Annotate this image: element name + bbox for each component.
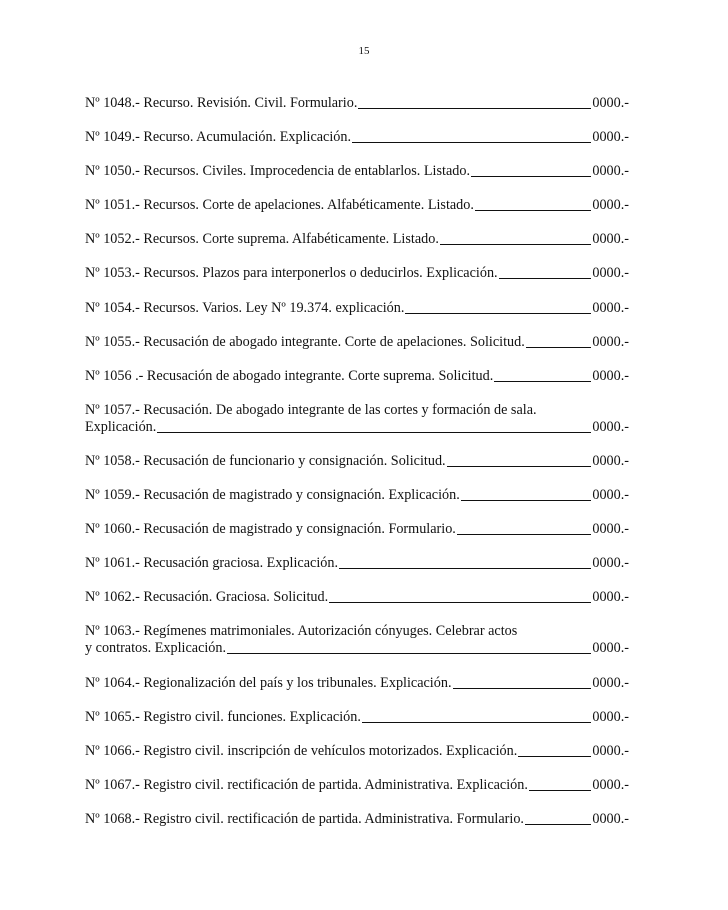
leader-line — [475, 197, 591, 211]
index-entry — [85, 777, 629, 794]
index-entry — [85, 709, 629, 726]
leader-line — [525, 811, 591, 825]
entry-text: Nº 1048.- Recurso. Revisión. Civil. Formulario. — [85, 95, 358, 111]
entry-page: 0000.- — [592, 521, 629, 538]
entry-text: Nº 1067.- Registro civil. rectificación de partida. Administrativa. Explicación. — [85, 776, 528, 793]
entry-text: Nº 1061.- Recusación graciosa. Explicación. — [85, 555, 338, 572]
leader-line — [447, 453, 592, 467]
entry-text: Nº 1064.- Regionalización del país y los tribunales. Explicación. — [85, 674, 452, 691]
index-entry — [85, 95, 629, 112]
entry-page: 0000.- — [592, 418, 629, 435]
entry-page: 0000.- — [592, 129, 629, 146]
leader-line — [518, 743, 591, 757]
leader-line — [339, 555, 591, 569]
entry-first-line: Nº 1057.- Recusación. De abogado integrante de las cortes y formación de sala. — [85, 401, 537, 418]
entry-page: 0000.- — [592, 589, 629, 606]
index-entry — [85, 555, 629, 572]
entry-text: Nº 1060.- Recusación de magistrado y consignación. Formulario. — [85, 521, 456, 538]
entry-text: Nº 1052.- Recursos. Corte suprema. Alfabéticamente. Listado. — [85, 231, 439, 248]
index-entry — [85, 231, 629, 248]
entry-text: Nº 1055.- Recusación de abogado integrante. Corte de apelaciones. Solicitud. — [85, 333, 525, 350]
page-number: 15 — [358, 45, 370, 57]
entry-text: Nº 1051.- Recursos. Corte de apelaciones. Alfabéticamente. Listado. — [85, 197, 474, 214]
entry-text: Nº 1049.- Recurso. Acumulación. Explicación. — [85, 129, 352, 146]
entry-page: 0000.- — [592, 299, 629, 316]
leader-line — [457, 521, 592, 535]
entry-text: Nº 1066.- Registro civil. inscripción de vehículos motorizados. Explicación. — [85, 742, 518, 759]
entry-page: 0000.- — [592, 265, 629, 282]
entry-text: Nº 1068.- Registro civil. rectificación de partida. Administrativa. Formulario. — [85, 810, 524, 827]
leader-line — [362, 709, 591, 723]
entry-first-line: Nº 1063.- Regímenes matrimoniales. Autorización cónyuges. Celebrar actos — [85, 623, 518, 640]
entry-page: 0000.- — [592, 452, 629, 469]
index-entry — [85, 675, 629, 692]
leader-line — [526, 334, 592, 348]
leader-line — [453, 675, 592, 689]
entry-page: 0000.- — [592, 163, 629, 180]
index-entry — [85, 453, 629, 470]
entry-text: Nº 1065.- Registro civil. funciones. Explicación. — [85, 708, 361, 725]
entry-page: 0000.- — [592, 810, 629, 827]
index-entry — [85, 197, 629, 214]
index-entry — [85, 300, 629, 317]
leader-line — [494, 368, 591, 382]
leader-line — [471, 163, 591, 177]
entry-page: 0000.- — [592, 640, 629, 657]
leader-line — [529, 777, 591, 791]
index-entry — [85, 487, 629, 504]
index-entry — [85, 368, 629, 385]
index-list — [85, 95, 629, 845]
entry-text: Nº 1058.- Recusación de funcionario y consignación. Solicitud. — [85, 452, 446, 469]
entry-text: Nº 1053.- Recursos. Plazos para interponerlos o deducirlos. Explicación. — [85, 265, 498, 282]
entry-text: y contratos. Explicación. — [85, 640, 227, 657]
entry-page: 0000.- — [592, 776, 629, 793]
entry-page: 0000.- — [592, 95, 629, 111]
index-entry — [85, 163, 629, 180]
entry-page: 0000.- — [592, 674, 629, 691]
entry-text: Nº 1054.- Recursos. Varios. Ley Nº 19.374. explicación. — [85, 299, 405, 316]
index-entry — [85, 811, 629, 828]
index-entry — [85, 334, 629, 351]
entry-page: 0000.- — [592, 333, 629, 350]
leader-line — [352, 129, 591, 143]
entry-page: 0000.- — [592, 231, 629, 248]
leader-line — [329, 589, 591, 603]
entry-text: Nº 1059.- Recusación de magistrado y consignación. Explicación. — [85, 487, 460, 504]
entry-page: 0000.- — [592, 487, 629, 504]
entry-text: Nº 1050.- Recursos. Civiles. Improcedencia de entablarlos. Listado. — [85, 163, 470, 180]
leader-line — [461, 487, 592, 501]
entry-text: Nº 1056 .- Recusación de abogado integrante. Corte suprema. Solicitud. — [85, 367, 494, 384]
index-entry — [85, 265, 629, 282]
entry-text: Explicación. — [85, 418, 157, 435]
index-entry — [85, 521, 629, 538]
entry-page: 0000.- — [592, 555, 629, 572]
index-entry — [85, 402, 629, 436]
entry-page: 0000.- — [592, 197, 629, 214]
index-entry — [85, 743, 629, 760]
leader-line — [405, 300, 591, 314]
entry-page: 0000.- — [592, 367, 629, 384]
index-entry — [85, 623, 629, 657]
leader-line — [358, 95, 591, 109]
leader-line — [227, 640, 591, 654]
entry-text: Nº 1062.- Recusación. Graciosa. Solicitud. — [85, 589, 329, 606]
leader-line — [499, 265, 592, 279]
leader-line — [440, 231, 591, 245]
leader-line — [157, 419, 591, 433]
index-entry — [85, 589, 629, 606]
entry-page: 0000.- — [592, 708, 629, 725]
index-entry — [85, 129, 629, 146]
entry-page: 0000.- — [592, 742, 629, 759]
